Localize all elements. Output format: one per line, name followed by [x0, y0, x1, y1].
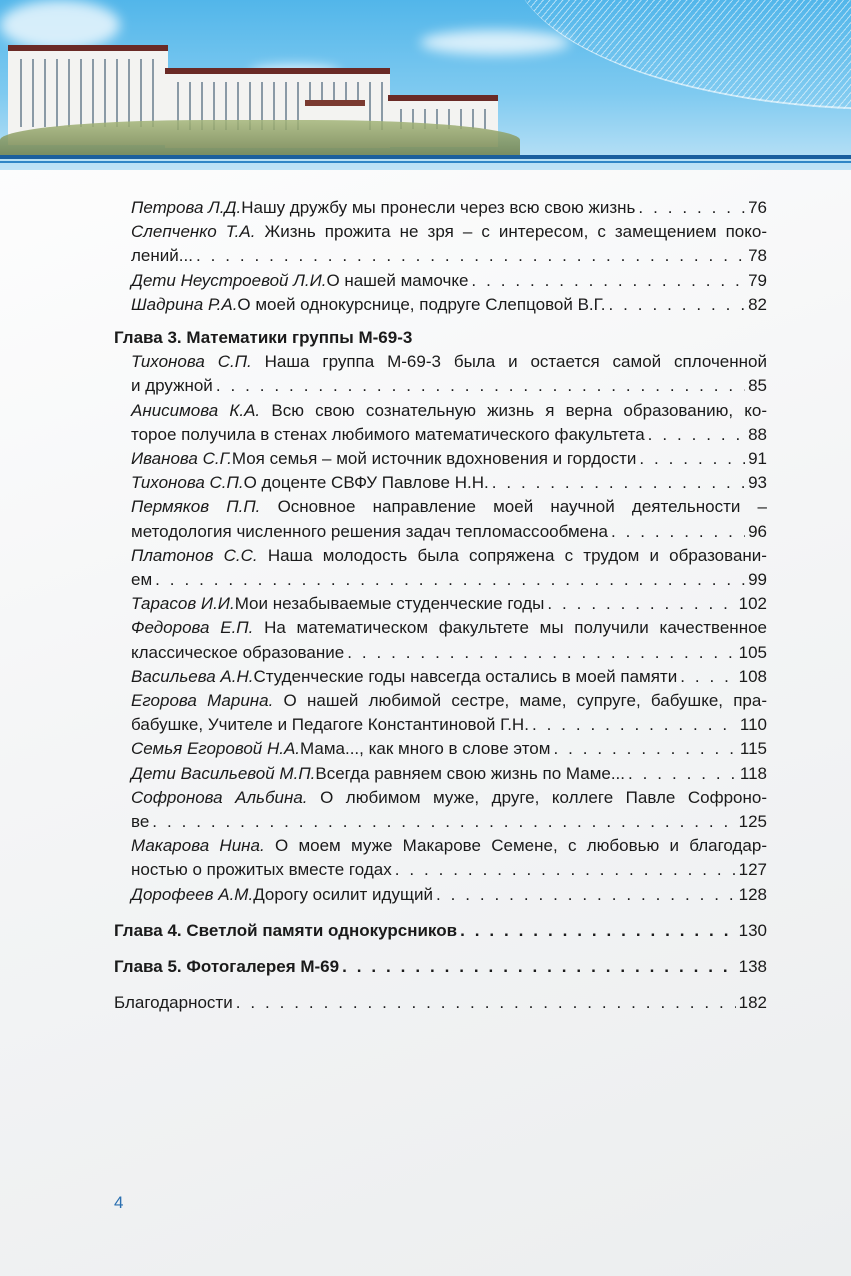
toc-entry-line: [114, 293, 767, 317]
toc-entry-line: [114, 244, 767, 268]
entry-title: ностью о прожитых вместе годах: [131, 860, 392, 880]
toc-entry[interactable]: [114, 762, 767, 786]
dot-leader: [628, 762, 737, 786]
toc-entry-line: [114, 374, 767, 398]
toc-chapter-chapter4[interactable]: [114, 919, 767, 943]
entry-author: Платонов С.С.: [131, 545, 258, 565]
entry-author: Егорова Марина.: [131, 691, 274, 711]
chapter-title: Глава 5. Фотогалерея М-69: [114, 957, 340, 977]
entry-author: Федорова Е.П.: [131, 618, 254, 638]
toc-entry-line: [114, 592, 767, 616]
toc-entry-line: [114, 568, 767, 592]
dot-leader: [680, 665, 735, 689]
chapter-title: Благодарности: [114, 993, 233, 1013]
dot-leader: [196, 244, 745, 268]
chapter-heading[interactable]: Глава 3. Математики группы М-69-3: [114, 328, 413, 348]
entry-title: О моей однокурснице, подруге Слепцовой В.Г.: [237, 294, 606, 314]
chapter-page: 130: [738, 920, 767, 940]
dot-leader: [152, 810, 735, 834]
entry-page: 82: [748, 294, 767, 314]
toc-entry[interactable]: [114, 665, 767, 689]
entry-page: 91: [748, 449, 767, 469]
toc-entry[interactable]: [114, 350, 767, 398]
entry-author: Тихонова С.П.: [131, 473, 244, 493]
entry-page: 125: [738, 812, 767, 832]
entry-title: На математическом факультете мы получили качественное: [264, 618, 767, 638]
entry-title: Основное направление моей научной деятельности –: [277, 497, 767, 517]
dot-leader: [492, 471, 745, 495]
toc-entry-line: [114, 786, 767, 810]
dot-leader: [460, 919, 736, 943]
page-number: 4: [114, 1193, 124, 1212]
toc-entry[interactable]: [114, 786, 767, 834]
entry-author: Тарасов И.И.: [131, 594, 235, 614]
toc-chapter-chapter5[interactable]: [114, 955, 767, 979]
toc-entry-line: [114, 762, 767, 786]
toc-entry-line: [114, 883, 767, 907]
toc-entry-line: [114, 713, 767, 737]
toc-entry-line: [114, 495, 767, 519]
dot-leader: [471, 269, 745, 293]
toc-entry-line: [114, 616, 767, 640]
toc-entry-line: [114, 399, 767, 423]
entry-title: О доценте СВФУ Павлове Н.Н.: [243, 473, 489, 493]
entry-title: Наша молодость была сопряжена с трудом и образовани-: [267, 545, 767, 565]
entry-page: 128: [738, 884, 767, 904]
entry-author: Дети Васильевой М.П.: [131, 763, 316, 783]
entry-author: Слепченко Т.А.: [131, 222, 256, 242]
toc-entry-line: [114, 220, 767, 244]
entry-page: 93: [748, 473, 767, 493]
entry-title: Мама..., как много в слове этом: [300, 739, 551, 759]
dot-leader: [342, 955, 736, 979]
entry-page: 105: [738, 642, 767, 662]
entry-author: Шадрина Р.А.: [131, 294, 238, 314]
dot-leader: [638, 196, 745, 220]
entry-page: 85: [748, 376, 767, 396]
entry-title: О нашей любимой сестре, маме, супруге, бабушке, пра-: [283, 691, 767, 711]
entry-author: Макарова Нина.: [131, 836, 265, 856]
entry-title: ве: [131, 812, 150, 832]
dot-leader: [236, 991, 736, 1015]
dot-leader: [648, 423, 745, 447]
entry-page: 78: [748, 246, 767, 266]
entry-title: Моя семья – мой источник вдохновения и гордости: [231, 449, 637, 469]
dot-leader: [609, 293, 746, 317]
entry-page: 127: [738, 860, 767, 880]
entry-author: Васильева А.Н.: [131, 666, 254, 686]
toc-entry[interactable]: [114, 834, 767, 882]
toc-chapter-thanks[interactable]: [114, 991, 767, 1015]
toc-entry-line: [114, 269, 767, 293]
toc-entry-line: [114, 520, 767, 544]
entry-title: Наша группа М-69-3 была и остается самой сплоченной: [264, 352, 767, 372]
entry-author: Анисимова К.А.: [131, 400, 261, 420]
dot-leader: [553, 737, 736, 761]
toc-entry-line: [114, 471, 767, 495]
entry-title: Дорогу осилит идущий: [253, 884, 433, 904]
entry-title: Нашу дружбу мы пронесли через всю свою жизнь: [241, 198, 636, 217]
dot-leader: [347, 641, 735, 665]
entry-author: Дорофеев А.М.: [131, 884, 254, 904]
toc-entry-line: [114, 810, 767, 834]
entry-title: бабушке, Учителе и Педагоге Константиновой Г.Н.: [131, 715, 529, 735]
entry-page: 88: [748, 424, 767, 444]
toc-entry[interactable]: [114, 544, 767, 592]
toc-entry-line: [114, 544, 767, 568]
toc-entry-line: [114, 689, 767, 713]
entry-page: 79: [748, 270, 767, 290]
toc-entry-line: [114, 665, 767, 689]
dot-leader: [532, 713, 737, 737]
toc-entry[interactable]: [114, 737, 767, 761]
dot-leader: [611, 520, 745, 544]
chapter-title: Глава 4. Светлой памяти однокурсников: [114, 920, 458, 940]
entry-title: ем: [131, 570, 153, 590]
toc-entry-line: [114, 858, 767, 882]
toc-entry[interactable]: [114, 220, 767, 268]
entry-title: торое получила в стенах любимого математического факультета: [131, 424, 645, 444]
entry-page: 96: [748, 521, 767, 541]
toc-entry-line: [114, 737, 767, 761]
toc-entry-line: [114, 834, 767, 858]
entry-author: Петрова Л.Д.: [131, 198, 242, 217]
entry-title: методология численного решения задач тепломассообмена: [131, 521, 608, 541]
dot-leader: [155, 568, 745, 592]
entry-author: Тихонова С.П.: [131, 352, 252, 372]
toc-entry[interactable]: [114, 495, 767, 543]
toc-entry-line: [114, 423, 767, 447]
toc-entry[interactable]: [114, 447, 767, 471]
toc-entry[interactable]: [114, 883, 767, 907]
entry-author: Пермяков П.П.: [131, 497, 261, 517]
header-banner: [0, 0, 851, 170]
entry-page: 99: [748, 570, 767, 590]
entry-title: Всю свою сознательную жизнь я верна образованию, ко-: [271, 400, 767, 420]
entry-page: 108: [738, 666, 767, 686]
entry-title: О любимом муже, друге, коллеге Павле Софроно-: [320, 787, 767, 807]
entry-title: лений...: [131, 246, 193, 266]
entry-title: Жизнь прожита не зря – с интересом, с замещением поко-: [264, 222, 767, 242]
chapter-page: 182: [738, 993, 767, 1013]
entry-author: Иванова С.Г.: [131, 449, 232, 469]
entry-author: Софронова Альбина.: [131, 787, 308, 807]
entry-title: О моем муже Макарове Семене, с любовью и благодар-: [274, 836, 767, 856]
toc-entry[interactable]: [114, 689, 767, 737]
toc-entry-line: [114, 641, 767, 665]
entry-title: Всегда равняем свою жизнь по Маме...: [315, 763, 626, 783]
entry-author: Семья Егоровой Н.А.: [131, 739, 301, 759]
entry-title: Мои незабываемые студенческие годы: [234, 594, 545, 614]
entry-page: 110: [739, 715, 767, 735]
dot-leader: [216, 374, 745, 398]
toc-entry-line: [114, 350, 767, 374]
toc-entry-line: [114, 196, 767, 220]
dot-leader: [436, 883, 736, 907]
table-of-contents: [114, 196, 767, 1016]
entry-page: 115: [739, 739, 767, 759]
dot-leader: [639, 447, 745, 471]
toc-entry[interactable]: [114, 399, 767, 447]
toc-entry[interactable]: [114, 196, 767, 220]
entry-title: О нашей мамочке: [326, 270, 469, 290]
chapter-page: 138: [738, 957, 767, 977]
decorative-wave: [511, 0, 851, 110]
entry-title: Студенческие годы навсегда остались в моей памяти: [253, 666, 678, 686]
entry-page: 102: [738, 594, 767, 614]
entry-author: Дети Неустроевой Л.И.: [131, 270, 327, 290]
entry-page: 118: [739, 763, 767, 783]
toc-entry[interactable]: [114, 471, 767, 495]
toc-entry[interactable]: [114, 616, 767, 664]
toc-entry-line: [114, 447, 767, 471]
dot-leader: [547, 592, 735, 616]
toc-entry[interactable]: [114, 293, 767, 317]
toc-entry[interactable]: [114, 269, 767, 293]
dot-leader: [395, 858, 736, 882]
entry-title: классическое образование: [131, 642, 345, 662]
toc-entry[interactable]: [114, 592, 767, 616]
entry-page: 76: [748, 198, 767, 217]
entry-title: и дружной: [131, 376, 213, 396]
